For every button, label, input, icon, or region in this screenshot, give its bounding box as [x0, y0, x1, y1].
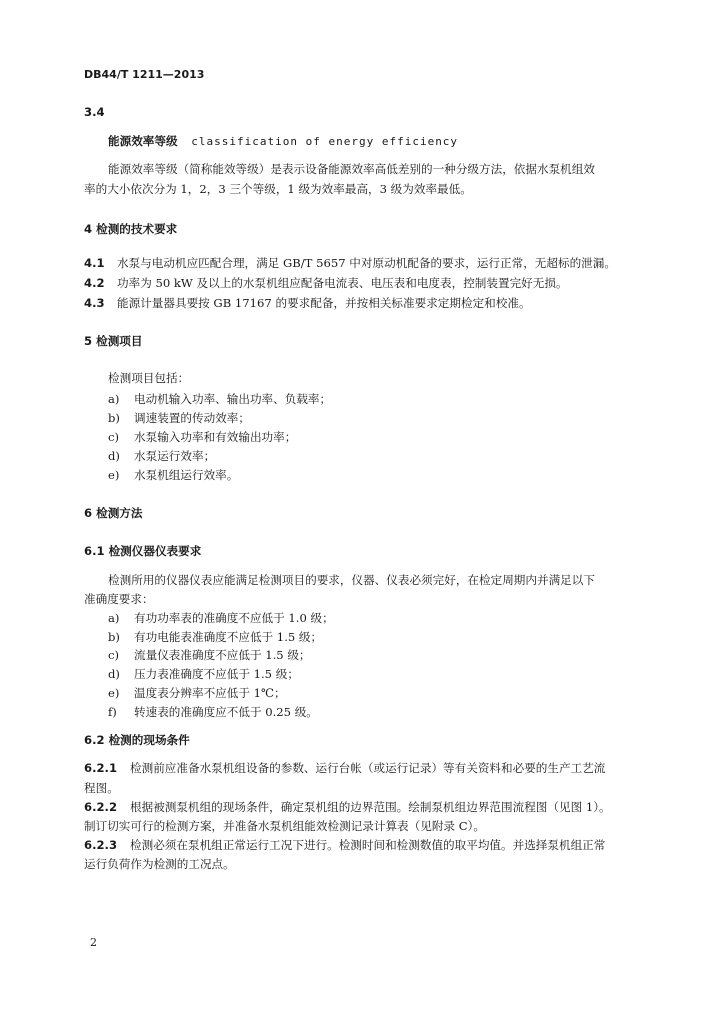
clause-number: 6.2.1 [84, 761, 118, 775]
clause-text: 功率为 50 kW 及以上的水泵机组应配备电流表、电压表和电度表，控制装置完好无损。 [117, 276, 568, 290]
list-item [108, 409, 250, 427]
list-text: 电动机输入功率、输出功率、负载率； [134, 392, 332, 406]
section-6-1-heading: 6.1 检测仪器仪表要求 [84, 544, 202, 558]
clause-6-2-1-line-1 [84, 759, 605, 777]
list-text: 调速装置的传动效率； [134, 411, 250, 425]
list-label: c) [108, 430, 120, 444]
clause-text: 水泵与电动机应匹配合理，满足 GB/T 5657 中对原动机配备的要求，运行正常，无超标的泄漏。 [117, 256, 616, 270]
section-6-1-para-line-1: 检测所用的仪器仪表应能满足检测项目的要求，仪器、仪表必须完好，在检定周期内并满足以下 [108, 573, 595, 587]
section-6-1-para-line-2: 准确度要求： [84, 592, 154, 606]
clause-text: 能源计量器具要按 GB 17167 的要求配备，并按相关标准要求定期检定和校准。 [117, 296, 531, 310]
term-zh: 能源效率等级 [108, 134, 178, 148]
clause-text: 检测前应准备水泵机组设备的参数、运行台帐（或运行记录）等有关资料和必要的生产工艺流 [130, 761, 606, 775]
list-text: 水泵机组运行效率。 [134, 468, 239, 482]
section-6-heading: 6 检测方法 [84, 506, 143, 520]
clause-4-3 [84, 294, 531, 312]
list-item [108, 447, 215, 465]
term-line [108, 132, 458, 151]
clause-4-1 [84, 254, 616, 272]
section-5-intro: 检测项目包括： [108, 371, 190, 385]
list-text: 温度表分辨率不应低于 1℃； [134, 686, 286, 700]
list-label: b) [108, 411, 120, 425]
list-text: 转速表的准确度应不低于 0.25 级。 [134, 705, 318, 719]
list-item [108, 628, 322, 646]
section-6-2-heading: 6.2 检测的现场条件 [84, 733, 190, 747]
clause-4-2 [84, 274, 568, 292]
list-item [108, 609, 334, 627]
list-label: e) [108, 686, 120, 700]
list-text: 有功电能表准确度不应低于 1.5 级； [134, 630, 323, 644]
list-item [108, 466, 238, 484]
clause-6-2-3-line-1 [84, 836, 605, 854]
section-3-4-number: 3.4 [84, 105, 105, 119]
clause-6-2-1-line-2: 程图。 [84, 781, 119, 795]
document-id: DB44/T 1211—2013 [84, 68, 205, 81]
clause-text: 根据被测泵机组的现场条件，确定泵机组的边界范围。绘制泵机组边界范围流程图（见图 1）。 [130, 800, 611, 814]
list-item [108, 390, 331, 408]
list-text: 有功功率表的准确度不应低于 1.0 级； [134, 611, 334, 625]
list-label: d) [108, 449, 120, 463]
clause-6-2-3-line-2: 运行负荷作为检测的工况点。 [84, 857, 235, 871]
list-label: e) [108, 468, 120, 482]
list-label: a) [108, 392, 120, 406]
list-text: 水泵运行效率； [134, 449, 216, 463]
section-4-heading: 4 检测的技术要求 [84, 222, 178, 236]
clause-6-2-2-line-2: 制订切实可行的检测方案，并准备水泵机组能效检测记录计算表（见附录 C）。 [84, 819, 485, 833]
list-text: 流量仪表准确度不应低于 1.5 级； [134, 648, 311, 662]
list-label: b) [108, 630, 120, 644]
list-item [108, 428, 296, 446]
clause-number: 6.2.3 [84, 838, 118, 852]
definition-line-2: 率的大小依次分为 1，2，3 三个等级，1 级为效率最高，3 级为效率最低。 [84, 182, 472, 196]
page-number: 2 [90, 936, 97, 949]
definition-line-1: 能源效率等级（简称能效等级）是表示设备能源效率高低差别的一种分级方法，依据水泵机组效 [108, 162, 595, 176]
list-label: d) [108, 667, 120, 681]
clause-text: 检测必须在泵机组正常运行工况下进行。检测时间和检测数值的取平均值。并选择泵机组正常 [130, 838, 606, 852]
list-label: f) [108, 705, 117, 719]
list-item [108, 684, 286, 702]
list-label: c) [108, 648, 120, 662]
term-en: classification of energy efficiency [191, 135, 459, 148]
clause-6-2-2-line-1 [84, 798, 611, 816]
list-item [108, 703, 318, 721]
list-text: 压力表准确度不应低于 1.5 级； [134, 667, 299, 681]
clause-number: 4.2 [84, 276, 105, 290]
list-label: a) [108, 611, 120, 625]
clause-number: 6.2.2 [84, 800, 118, 814]
section-5-heading: 5 检测项目 [84, 334, 143, 348]
clause-number: 4.3 [84, 296, 105, 310]
list-text: 水泵输入功率和有效输出功率； [134, 430, 297, 444]
list-item [108, 665, 299, 683]
list-item [108, 646, 311, 664]
clause-number: 4.1 [84, 256, 105, 270]
